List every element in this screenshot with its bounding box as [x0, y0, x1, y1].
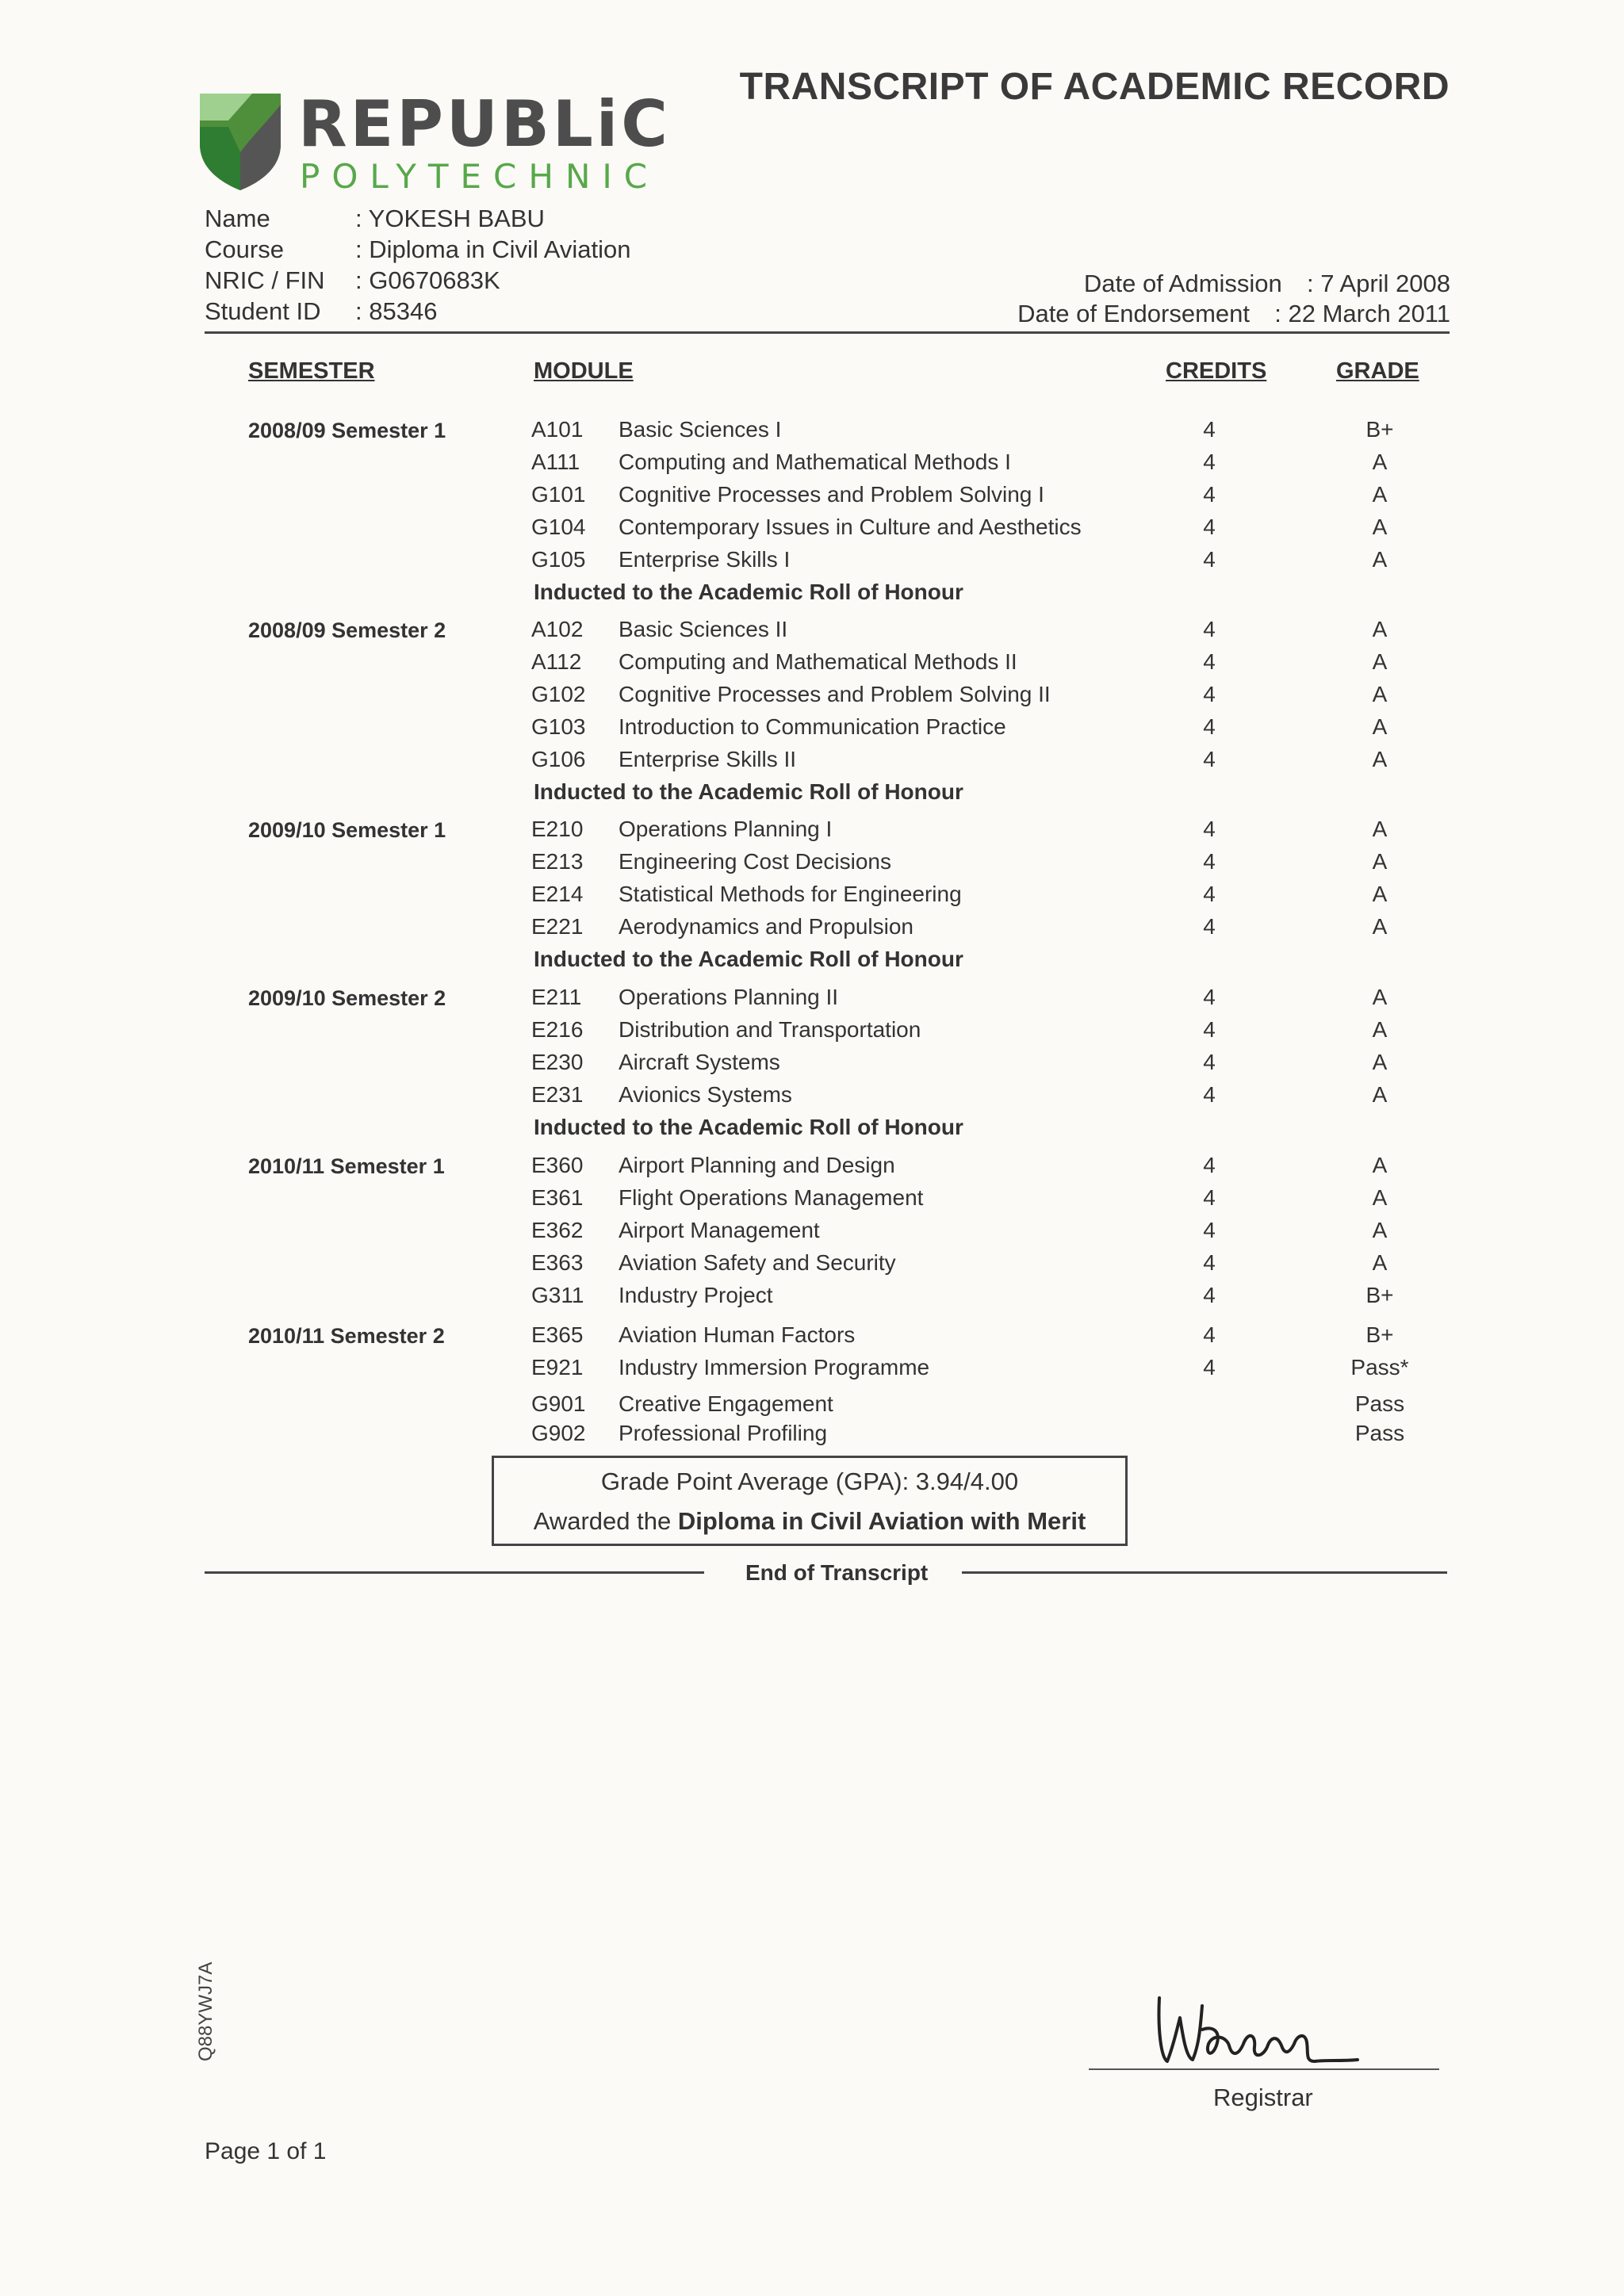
date-value: : 22 March 2011: [1274, 300, 1450, 327]
module-grade: A: [1372, 985, 1388, 1009]
module-code: E362: [531, 1218, 584, 1242]
module-name: Enterprise Skills I: [619, 547, 791, 572]
module-name: Aviation Safety and Security: [619, 1250, 896, 1275]
module-credits: 4: [1203, 1250, 1216, 1275]
module-credits: 4: [1203, 1322, 1216, 1347]
module-name: Contemporary Issues in Culture and Aesthetics: [619, 515, 1082, 539]
module-grade: A: [1372, 849, 1388, 874]
info-label: Name: [205, 205, 270, 232]
module-row: [0, 817, 1624, 848]
info-value: : G0670683K: [355, 266, 500, 294]
semester-label: 2009/10 Semester 2: [248, 986, 446, 1010]
module-code: G103: [531, 714, 586, 739]
module-name: Avionics Systems: [619, 1082, 792, 1107]
info-value: : YOKESH BABU: [355, 205, 545, 232]
module-name: Computing and Mathematical Methods I: [619, 450, 1011, 474]
module-name: Operations Planning II: [619, 985, 839, 1009]
semester-label: 2008/09 Semester 1: [248, 419, 446, 442]
date-of-endorsement: [1017, 300, 1450, 328]
page-number: Page 1 of 1: [205, 2138, 327, 2164]
module-grade: A: [1372, 617, 1388, 641]
honour-note: Inducted to the Academic Roll of Honour: [534, 779, 963, 804]
module-name: Basic Sciences II: [619, 617, 788, 641]
info-value: : 85346: [355, 297, 438, 325]
registrar-signature: [1150, 1982, 1388, 2077]
module-grade: A: [1372, 1082, 1388, 1107]
module-credits: 4: [1203, 482, 1216, 507]
gpa-text: Grade Point Average (GPA): 3.94/4.00: [600, 1468, 1019, 1495]
module-credits: 4: [1203, 1218, 1216, 1242]
module-row: [0, 747, 1624, 779]
module-grade: A: [1372, 914, 1388, 939]
signature-line: [1089, 2068, 1439, 2070]
column-header-semester: SEMESTER: [248, 358, 375, 384]
module-row: [0, 882, 1624, 913]
module-row: [0, 450, 1624, 481]
registrar-label: Registrar: [1213, 2084, 1313, 2111]
semester-label: 2008/09 Semester 2: [248, 618, 446, 642]
info-label: Student ID: [205, 297, 321, 325]
module-credits: 4: [1203, 1082, 1216, 1107]
info-value: : Diploma in Civil Aviation: [355, 235, 631, 263]
module-code: G311: [531, 1283, 584, 1307]
honour-note: Inducted to the Academic Roll of Honour: [534, 947, 963, 971]
module-name: Cognitive Processes and Problem Solving I: [619, 482, 1044, 507]
module-row: [0, 1185, 1624, 1217]
module-grade: Pass: [1354, 1391, 1405, 1416]
module-name: Industry Project: [619, 1283, 773, 1307]
module-grade: B+: [1365, 1283, 1394, 1307]
module-code: G901: [531, 1391, 586, 1416]
module-row: [0, 1250, 1624, 1282]
honour-note: Inducted to the Academic Roll of Honour: [534, 1115, 963, 1139]
module-grade: A: [1372, 1218, 1388, 1242]
module-code: E213: [531, 849, 584, 874]
module-grade: A: [1372, 817, 1388, 841]
republic-polytechnic-logo: [197, 87, 671, 196]
module-row: [0, 1391, 1624, 1423]
module-grade: A: [1372, 1017, 1388, 1042]
module-grade: A: [1372, 450, 1388, 474]
module-credits: 4: [1203, 1283, 1216, 1307]
module-grade: A: [1372, 1153, 1388, 1177]
module-row: [0, 1017, 1624, 1049]
module-row: [0, 1322, 1624, 1354]
module-credits: 4: [1203, 450, 1216, 474]
module-grade: A: [1372, 882, 1388, 906]
module-code: E216: [531, 1017, 584, 1042]
module-row: [0, 1082, 1624, 1114]
module-grade: B+: [1365, 1322, 1394, 1347]
end-divider-left: [205, 1571, 704, 1574]
module-code: E214: [531, 882, 584, 906]
module-row: [0, 714, 1624, 746]
module-code: G106: [531, 747, 586, 771]
gpa-summary-box: [492, 1456, 1128, 1546]
module-name: Introduction to Communication Practice: [619, 714, 1006, 739]
module-code: E231: [531, 1082, 584, 1107]
module-name: Computing and Mathematical Methods II: [619, 649, 1017, 674]
module-code: G102: [531, 682, 586, 706]
semester-label: 2009/10 Semester 1: [248, 818, 446, 842]
module-grade: A: [1372, 547, 1388, 572]
info-label: Course: [205, 235, 284, 263]
module-grade: A: [1372, 682, 1388, 706]
module-grade: A: [1372, 482, 1388, 507]
module-credits: 4: [1203, 985, 1216, 1009]
module-name: Operations Planning I: [619, 817, 833, 841]
column-header-grade: GRADE: [1336, 358, 1419, 384]
module-credits: 4: [1203, 1017, 1216, 1042]
module-name: Aviation Human Factors: [619, 1322, 856, 1347]
semester-label: 2010/11 Semester 2: [248, 1324, 445, 1348]
award-text: [494, 1507, 1125, 1536]
date-label: Date of Admission: [1083, 270, 1282, 297]
module-code: G101: [531, 482, 586, 507]
module-name: Engineering Cost Decisions: [619, 849, 891, 874]
module-credits: 4: [1203, 1153, 1216, 1177]
module-credits: 4: [1203, 515, 1216, 539]
module-row: [0, 1218, 1624, 1249]
module-code: E230: [531, 1050, 584, 1074]
end-divider-right: [962, 1571, 1447, 1574]
module-grade: A: [1372, 515, 1388, 539]
module-credits: 4: [1203, 547, 1216, 572]
module-credits: 4: [1203, 417, 1216, 442]
module-name: Aerodynamics and Propulsion: [619, 914, 914, 939]
logo-subword: POLYTECHNIC: [300, 157, 660, 196]
module-credits: 4: [1203, 747, 1216, 771]
module-row: [0, 1050, 1624, 1081]
module-code: A112: [531, 649, 582, 674]
module-credits: 4: [1203, 714, 1216, 739]
document-title: TRANSCRIPT OF ACADEMIC RECORD: [739, 66, 1450, 108]
module-credits: 4: [1203, 914, 1216, 939]
module-row: [0, 649, 1624, 681]
module-code: G105: [531, 547, 586, 572]
date-value: : 7 April 2008: [1307, 270, 1450, 297]
date-label: Date of Endorsement: [1017, 300, 1251, 327]
module-name: Airport Planning and Design: [619, 1153, 895, 1177]
module-row: [0, 482, 1624, 514]
module-name: Enterprise Skills II: [619, 747, 797, 771]
module-name: Creative Engagement: [619, 1391, 833, 1416]
module-name: Basic Sciences I: [619, 417, 782, 442]
module-code: A101: [531, 417, 584, 442]
module-row: [0, 1355, 1624, 1387]
module-grade: Pass: [1354, 1421, 1405, 1445]
module-row: [0, 1153, 1624, 1184]
module-code: E361: [531, 1185, 584, 1210]
module-grade: A: [1372, 1050, 1388, 1074]
module-code: E365: [531, 1322, 584, 1347]
module-code: A111: [531, 450, 580, 474]
module-code: E211: [531, 985, 582, 1009]
module-row: [0, 849, 1624, 881]
module-code: E360: [531, 1153, 584, 1177]
shield-icon: [197, 89, 284, 192]
award-title: Diploma in Civil Aviation with Merit: [677, 1507, 1086, 1535]
honour-note: Inducted to the Academic Roll of Honour: [534, 580, 963, 604]
module-row: [0, 1421, 1624, 1452]
module-row: [0, 617, 1624, 649]
module-row: [0, 1283, 1624, 1314]
module-credits: 4: [1203, 649, 1216, 674]
module-credits: 4: [1203, 1050, 1216, 1074]
module-name: Airport Management: [619, 1218, 820, 1242]
module-row: [0, 417, 1624, 449]
module-grade: B+: [1365, 417, 1394, 442]
module-row: [0, 547, 1624, 579]
module-grade: A: [1372, 1250, 1388, 1275]
module-row: [0, 985, 1624, 1016]
module-code: E921: [531, 1355, 584, 1380]
document-serial: Q88YWJ7A: [195, 1961, 216, 2061]
module-name: Flight Operations Management: [619, 1185, 924, 1210]
column-header-module: MODULE: [534, 358, 634, 384]
module-grade: A: [1372, 747, 1388, 771]
module-name: Cognitive Processes and Problem Solving II: [619, 682, 1051, 706]
module-credits: 4: [1203, 1355, 1216, 1380]
module-code: A102: [531, 617, 584, 641]
module-credits: 4: [1203, 617, 1216, 641]
module-code: G902: [531, 1421, 586, 1445]
semester-label: 2010/11 Semester 1: [248, 1154, 445, 1178]
column-header-credits: CREDITS: [1166, 358, 1267, 384]
module-credits: 4: [1203, 817, 1216, 841]
module-grade: A: [1372, 649, 1388, 674]
module-code: E210: [531, 817, 584, 841]
header-divider: [205, 331, 1450, 334]
award-prefix: Awarded the: [533, 1507, 678, 1535]
module-code: E363: [531, 1250, 584, 1275]
module-code: E221: [531, 914, 584, 939]
module-name: Industry Immersion Programme: [619, 1355, 930, 1380]
module-row: [0, 914, 1624, 946]
end-of-transcript: End of Transcript: [745, 1560, 929, 1585]
logo-wordmark: REPUBLiC: [298, 87, 671, 161]
module-row: [0, 515, 1624, 546]
module-name: Professional Profiling: [619, 1421, 828, 1445]
date-of-admission: [1084, 270, 1450, 298]
info-label: NRIC / FIN: [205, 266, 325, 294]
module-grade: A: [1372, 1185, 1388, 1210]
module-credits: 4: [1203, 1185, 1216, 1210]
module-grade: Pass*: [1350, 1355, 1409, 1380]
module-grade: A: [1372, 714, 1388, 739]
module-name: Distribution and Transportation: [619, 1017, 921, 1042]
module-name: Statistical Methods for Engineering: [619, 882, 962, 906]
module-credits: 4: [1203, 849, 1216, 874]
module-name: Aircraft Systems: [619, 1050, 780, 1074]
module-code: G104: [531, 515, 586, 539]
module-credits: 4: [1203, 682, 1216, 706]
module-credits: 4: [1203, 882, 1216, 906]
module-row: [0, 682, 1624, 714]
